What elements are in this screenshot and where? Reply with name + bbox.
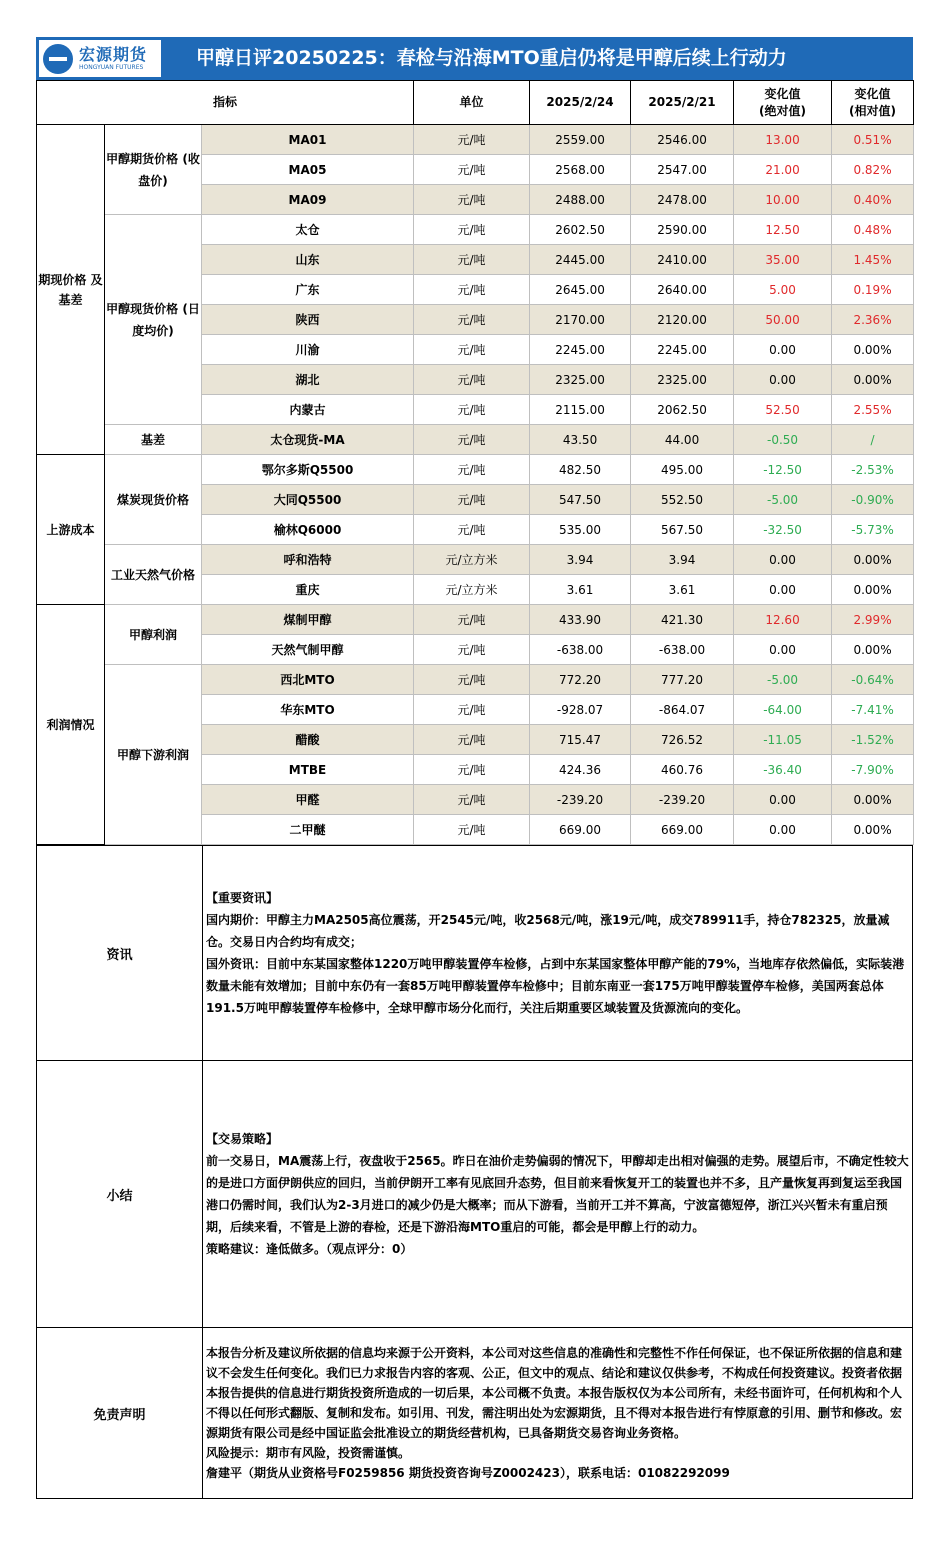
value-date2: 726.52 <box>631 725 734 755</box>
disclaimer-row <box>37 1328 913 1499</box>
change-rel: 2.55% <box>832 395 914 425</box>
indicator-name: 山东 <box>202 245 414 275</box>
change-abs: 52.50 <box>734 395 832 425</box>
change-rel: 0.00% <box>832 545 914 575</box>
logo-mark-icon <box>43 44 73 74</box>
table-row <box>37 125 914 155</box>
indicator-name: 甲醛 <box>202 785 414 815</box>
change-abs: -5.00 <box>734 485 832 515</box>
unit-cell: 元/吨 <box>414 125 530 155</box>
news-row <box>37 846 913 1061</box>
value-date1: 535.00 <box>530 515 631 545</box>
col-header-date1: 2025/2/24 <box>530 81 631 125</box>
data-table <box>36 80 914 845</box>
summary-row <box>37 1061 913 1328</box>
change-rel: 0.40% <box>832 185 914 215</box>
change-rel: 1.45% <box>832 245 914 275</box>
value-date2: 2590.00 <box>631 215 734 245</box>
change-abs: 10.00 <box>734 185 832 215</box>
value-date2: 2547.00 <box>631 155 734 185</box>
change-rel: / <box>832 425 914 455</box>
summary-label: 小结 <box>37 1061 203 1328</box>
value-date1: -928.07 <box>530 695 631 725</box>
change-rel: -5.73% <box>832 515 914 545</box>
value-date1: 2645.00 <box>530 275 631 305</box>
company-logo <box>39 40 161 77</box>
value-date1: 2115.00 <box>530 395 631 425</box>
indicator-name: 陕西 <box>202 305 414 335</box>
change-abs: 35.00 <box>734 245 832 275</box>
report-title: 甲醇日评20250225：春检与沿海MTO重启仍将是甲醇后续上行动力 <box>196 47 787 69</box>
change-rel: -0.90% <box>832 485 914 515</box>
change-abs: -11.05 <box>734 725 832 755</box>
unit-cell: 元/吨 <box>414 785 530 815</box>
change-rel: 0.82% <box>832 155 914 185</box>
unit-cell: 元/吨 <box>414 695 530 725</box>
change-abs: 0.00 <box>734 785 832 815</box>
section-label: 期现价格 及基差 <box>37 125 105 455</box>
change-rel: 0.00% <box>832 575 914 605</box>
unit-cell: 元/吨 <box>414 275 530 305</box>
table-header-row <box>37 81 914 125</box>
table-row <box>37 545 914 575</box>
indicator-name: 内蒙古 <box>202 395 414 425</box>
risk-warning: 风险提示：期市有风险，投资需谨慎。 <box>206 1446 411 1460</box>
summary-strategy: 策略建议：逢低做多。（观点评分：0） <box>206 1242 413 1256</box>
value-date1: 2325.00 <box>530 365 631 395</box>
news-content <box>203 846 913 1061</box>
news-heading: 【重要资讯】 <box>206 891 279 905</box>
change-abs: 13.00 <box>734 125 832 155</box>
change-abs: -0.50 <box>734 425 832 455</box>
change-rel: -7.90% <box>832 755 914 785</box>
value-date1: 3.61 <box>530 575 631 605</box>
change-rel: 0.48% <box>832 215 914 245</box>
table-row <box>37 455 914 485</box>
report-page <box>36 37 913 1499</box>
value-date1: 547.50 <box>530 485 631 515</box>
unit-cell: 元/吨 <box>414 305 530 335</box>
change-abs: 50.00 <box>734 305 832 335</box>
indicator-name: MA09 <box>202 185 414 215</box>
summary-paragraph: 前一交易日，MA震荡上行，夜盘收于2565。昨日在油价走势偏弱的情况下，甲醇却走出相对偏强的走势。展望后市，不确定性较大的是进口方面伊朗供应的回归，当前伊朗开工率有见底回升态势，但目前来看恢复开工的装置也并不多，且产量恢复再到复运至我国港口仍需时间，我们认为2-3月进口的减少仍是大概率；而从下游看，当前开工并不算高，宁波富德短停，浙江兴兴暂未有重启预期，后续来看，不管是上游的春检，还是下游沿海MTO重启的可能，都会是甲醇上行的动力。 <box>206 1154 909 1234</box>
change-abs: 0.00 <box>734 635 832 665</box>
indicator-name: MA01 <box>202 125 414 155</box>
indicator-name: MA05 <box>202 155 414 185</box>
change-rel: 0.51% <box>832 125 914 155</box>
value-date1: 2488.00 <box>530 185 631 215</box>
value-date1: -638.00 <box>530 635 631 665</box>
col-header-rel-text: 变化值 (相对值) <box>849 86 897 118</box>
unit-cell: 元/吨 <box>414 605 530 635</box>
unit-cell: 元/立方米 <box>414 575 530 605</box>
indicator-name: 湖北 <box>202 365 414 395</box>
change-rel: -1.52% <box>832 725 914 755</box>
change-abs: 0.00 <box>734 335 832 365</box>
unit-cell: 元/吨 <box>414 395 530 425</box>
indicator-name: 天然气制甲醇 <box>202 635 414 665</box>
value-date2: 552.50 <box>631 485 734 515</box>
value-date2: -638.00 <box>631 635 734 665</box>
col-header-unit: 单位 <box>414 81 530 125</box>
disclaimer-content <box>203 1328 913 1499</box>
unit-cell: 元/吨 <box>414 185 530 215</box>
news-paragraph: 国内期价：甲醇主力MA2505高位震荡，开2545元/吨，收2568元/吨，涨19元/吨，成交789911手，持仓782325，放量减仓。交易日内合约均有成交； <box>206 913 890 949</box>
value-date1: 715.47 <box>530 725 631 755</box>
indicator-name: 太仓 <box>202 215 414 245</box>
value-date1: 2568.00 <box>530 155 631 185</box>
change-abs: 5.00 <box>734 275 832 305</box>
table-row <box>37 605 914 635</box>
value-date1: 2559.00 <box>530 125 631 155</box>
indicator-name: 川渝 <box>202 335 414 365</box>
change-rel: -7.41% <box>832 695 914 725</box>
unit-cell: 元/吨 <box>414 245 530 275</box>
group-label: 甲醇现货价格 (日度均价) <box>105 215 202 425</box>
value-date2: 2478.00 <box>631 185 734 215</box>
news-label: 资讯 <box>37 846 203 1061</box>
group-label: 甲醇期货价格 (收盘价) <box>105 125 202 215</box>
value-date2: 2062.50 <box>631 395 734 425</box>
group-label: 基差 <box>105 425 202 455</box>
unit-cell: 元/吨 <box>414 755 530 785</box>
value-date1: 669.00 <box>530 815 631 845</box>
col-header-date2: 2025/2/21 <box>631 81 734 125</box>
value-date2: -864.07 <box>631 695 734 725</box>
unit-cell: 元/吨 <box>414 455 530 485</box>
indicator-name: MTBE <box>202 755 414 785</box>
value-date1: 43.50 <box>530 425 631 455</box>
unit-cell: 元/立方米 <box>414 545 530 575</box>
col-header-rel <box>832 81 914 125</box>
summary-heading: 【交易策略】 <box>206 1132 279 1146</box>
table-row <box>37 215 914 245</box>
indicator-name: 重庆 <box>202 575 414 605</box>
group-label: 甲醇利润 <box>105 605 202 665</box>
value-date2: 777.20 <box>631 665 734 695</box>
value-date2: 2640.00 <box>631 275 734 305</box>
change-abs: 0.00 <box>734 815 832 845</box>
value-date2: 2546.00 <box>631 125 734 155</box>
value-date2: 495.00 <box>631 455 734 485</box>
change-abs: -12.50 <box>734 455 832 485</box>
value-date2: 3.94 <box>631 545 734 575</box>
value-date1: 482.50 <box>530 455 631 485</box>
unit-cell: 元/吨 <box>414 635 530 665</box>
notes-table <box>36 845 913 1499</box>
change-rel: 0.00% <box>832 785 914 815</box>
group-label: 煤炭现货价格 <box>105 455 202 545</box>
value-date2: 44.00 <box>631 425 734 455</box>
value-date1: -239.20 <box>530 785 631 815</box>
logo-en-text: HONGYUAN FUTURES <box>79 63 144 71</box>
disclaimer-label: 免责声明 <box>37 1328 203 1499</box>
section-label: 上游成本 <box>37 455 105 605</box>
col-header-abs <box>734 81 832 125</box>
change-abs: 0.00 <box>734 575 832 605</box>
unit-cell: 元/吨 <box>414 365 530 395</box>
value-date1: 2445.00 <box>530 245 631 275</box>
change-rel: 0.00% <box>832 365 914 395</box>
section-label: 利润情况 <box>37 605 105 845</box>
table-row <box>37 665 914 695</box>
change-rel: 0.00% <box>832 635 914 665</box>
col-header-abs-text: 变化值 (绝对值) <box>759 86 807 118</box>
indicator-name: 太仓现货-MA <box>202 425 414 455</box>
value-date1: 2170.00 <box>530 305 631 335</box>
unit-cell: 元/吨 <box>414 425 530 455</box>
indicator-name: 榆林Q6000 <box>202 515 414 545</box>
table-row <box>37 425 914 455</box>
value-date2: 669.00 <box>631 815 734 845</box>
change-abs: -64.00 <box>734 695 832 725</box>
value-date2: 2410.00 <box>631 245 734 275</box>
analyst-contact: 詹建平（期货从业资格号F0259856 期货投资咨询号Z0002423），联系电话：01082292099 <box>206 1466 730 1480</box>
change-rel: 0.00% <box>832 815 914 845</box>
change-abs: 12.50 <box>734 215 832 245</box>
change-rel: 2.36% <box>832 305 914 335</box>
value-date2: 3.61 <box>631 575 734 605</box>
indicator-name: 呼和浩特 <box>202 545 414 575</box>
change-abs: -32.50 <box>734 515 832 545</box>
change-abs: 0.00 <box>734 545 832 575</box>
value-date1: 2245.00 <box>530 335 631 365</box>
report-banner <box>36 37 913 80</box>
value-date2: 421.30 <box>631 605 734 635</box>
unit-cell: 元/吨 <box>414 485 530 515</box>
unit-cell: 元/吨 <box>414 815 530 845</box>
value-date1: 433.90 <box>530 605 631 635</box>
change-abs: -5.00 <box>734 665 832 695</box>
unit-cell: 元/吨 <box>414 155 530 185</box>
value-date2: 2245.00 <box>631 335 734 365</box>
value-date2: 2120.00 <box>631 305 734 335</box>
group-label: 甲醇下游利润 <box>105 665 202 845</box>
logo-cn-text: 宏源期货 <box>79 44 148 64</box>
change-rel: -0.64% <box>832 665 914 695</box>
indicator-name: 煤制甲醇 <box>202 605 414 635</box>
indicator-name: 西北MTO <box>202 665 414 695</box>
indicator-name: 大同Q5500 <box>202 485 414 515</box>
value-date2: -239.20 <box>631 785 734 815</box>
value-date1: 772.20 <box>530 665 631 695</box>
change-abs: 0.00 <box>734 365 832 395</box>
unit-cell: 元/吨 <box>414 335 530 365</box>
disclaimer-paragraph: 本报告分析及建议所依据的信息均来源于公开资料，本公司对这些信息的准确性和完整性不作任何保证，也不保证所依据的信息和建议不会发生任何变化。我们已力求报告内容的客观、公正，但文中的观点、结论和建议仅供参考，不构成任何投资建议。投资者依据本报告提供的信息进行期货投资所造成的一切后果，本公司概不负责。本报告版权仅为本公司所有，未经书面许可，任何机构和个人不得以任何形式翻版、复制和发布。如引用、刊发，需注明出处为宏源期货，且不得对本报告进行有悖原意的引用、删节和修改。宏源期货有限公司是经中国证监会批准设立的期货经营机构，已具备期货交易咨询业务资格。 <box>206 1346 903 1440</box>
indicator-name: 醋酸 <box>202 725 414 755</box>
unit-cell: 元/吨 <box>414 725 530 755</box>
indicator-name: 鄂尔多斯Q5500 <box>202 455 414 485</box>
change-abs: -36.40 <box>734 755 832 785</box>
indicator-name: 华东MTO <box>202 695 414 725</box>
change-rel: 0.19% <box>832 275 914 305</box>
unit-cell: 元/吨 <box>414 215 530 245</box>
change-abs: 21.00 <box>734 155 832 185</box>
indicator-name: 广东 <box>202 275 414 305</box>
unit-cell: 元/吨 <box>414 515 530 545</box>
change-rel: -2.53% <box>832 455 914 485</box>
group-label: 工业天然气价格 <box>105 545 202 605</box>
change-rel: 0.00% <box>832 335 914 365</box>
change-rel: 2.99% <box>832 605 914 635</box>
change-abs: 12.60 <box>734 605 832 635</box>
summary-content <box>203 1061 913 1328</box>
value-date2: 2325.00 <box>631 365 734 395</box>
value-date2: 460.76 <box>631 755 734 785</box>
news-paragraph: 国外资讯：目前中东某国家整体1220万吨甲醇装置停车检修，占到中东某国家整体甲醇产能的79%，当地库存依然偏低，实际装港数量未能有效增加；目前中东仍有一套85万吨甲醇装置停车检修中；目前东南亚一套175万吨甲醇装置停车检修，美国两套总体191.5万吨甲醇装置停车检修中，全球甲醇市场分化而行，关注后期重要区域装置及货源流向的变化。 <box>206 957 905 1015</box>
indicator-name: 二甲醚 <box>202 815 414 845</box>
value-date2: 567.50 <box>631 515 734 545</box>
unit-cell: 元/吨 <box>414 665 530 695</box>
value-date1: 2602.50 <box>530 215 631 245</box>
col-header-indicator: 指标 <box>37 81 414 125</box>
value-date1: 424.36 <box>530 755 631 785</box>
value-date1: 3.94 <box>530 545 631 575</box>
